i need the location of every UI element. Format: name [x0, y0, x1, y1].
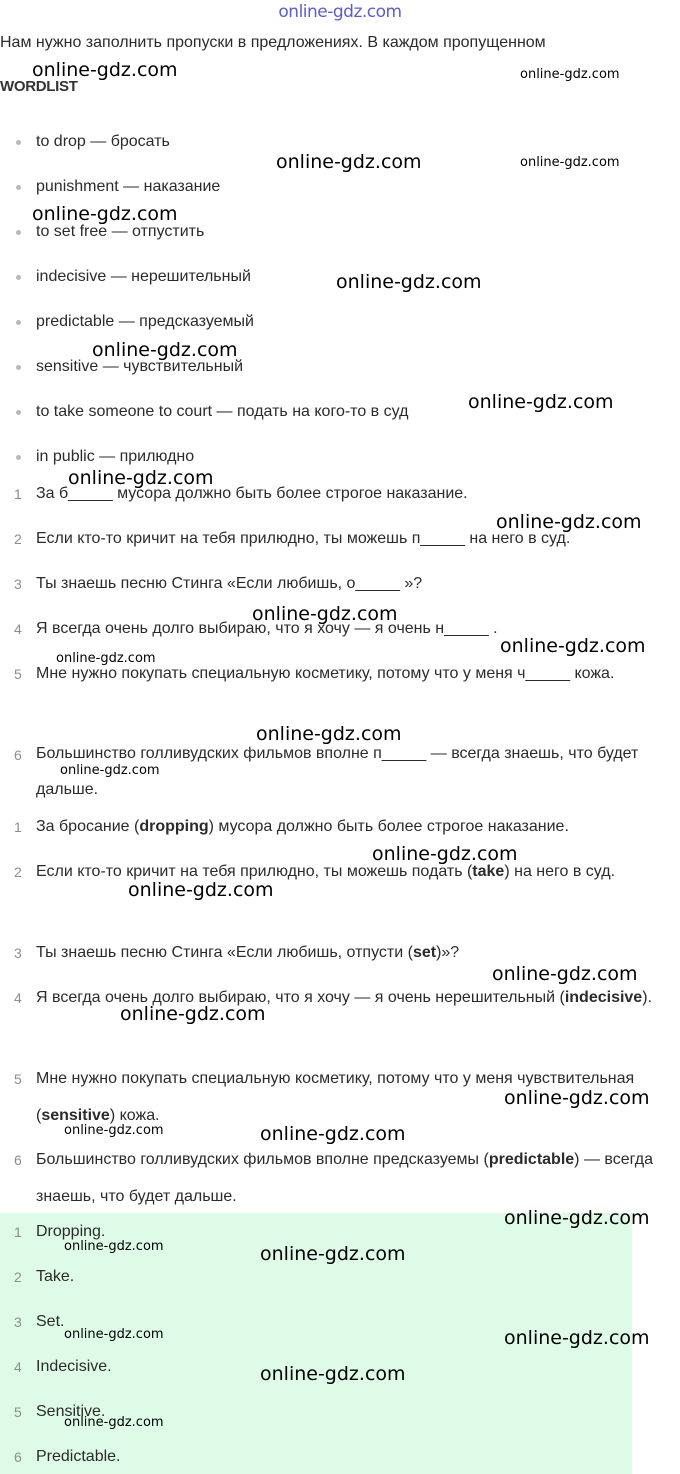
- wordlist-item-text: in public — прилюдно: [36, 448, 195, 465]
- bullet-icon: [16, 365, 21, 370]
- task-text: Если кто-то кричит на тебя прилюдно, ты можешь п_____ на него в суд.: [36, 530, 571, 547]
- item-number: 1: [14, 486, 22, 502]
- solution-text-part: ) мусора должно быть более строгое наказание.: [208, 818, 569, 835]
- solution-text-part: ) — всегда знаешь, что будет дальше.: [36, 1151, 653, 1205]
- watermark: online-gdz.com: [260, 1123, 406, 1145]
- item-number: 4: [14, 621, 22, 637]
- watermark: online-gdz.com: [336, 271, 482, 293]
- solution-text-part: Ты знаешь песню Стинга «Если любишь, отпусти (: [36, 944, 413, 961]
- site-header[interactable]: online-gdz.com: [278, 2, 402, 22]
- wordlist-item: [0, 176, 640, 198]
- watermark: online-gdz.com: [504, 1327, 650, 1349]
- item-number: 3: [14, 576, 22, 592]
- watermark: online-gdz.com: [120, 1003, 266, 1025]
- wordlist-item: [0, 266, 640, 288]
- wordlist-title: WORDLIST: [0, 78, 78, 95]
- item-number: 3: [14, 945, 22, 961]
- wordlist-item-text: to drop — бросать: [36, 133, 170, 150]
- watermark: online-gdz.com: [64, 1327, 164, 1342]
- watermark: online-gdz.com: [64, 1415, 164, 1430]
- watermark: online-gdz.com: [492, 963, 638, 985]
- answer-word: dropping: [139, 818, 209, 835]
- bullet-icon: [16, 410, 21, 415]
- solution-text-part: )»?: [436, 944, 460, 961]
- watermark: online-gdz.com: [260, 1363, 406, 1385]
- task-text: Я всегда очень долго выбираю, что я хочу — я очень н_____ .: [36, 620, 498, 637]
- intro-text: Нам нужно заполнить пропуски в предложениях. В каждом пропущенном: [0, 34, 546, 51]
- solution-text-part: Мне нужно покупать специальную косметику, потому что у меня чувствительная (: [36, 1070, 635, 1124]
- answer-text: Set.: [36, 1313, 65, 1330]
- watermark: online-gdz.com: [496, 511, 642, 533]
- watermark: online-gdz.com: [504, 1207, 650, 1229]
- watermark: online-gdz.com: [276, 151, 422, 173]
- solution-text-part: ) кожа.: [109, 1107, 160, 1124]
- watermark: online-gdz.com: [260, 1243, 406, 1265]
- answer-text: Take.: [36, 1268, 75, 1285]
- solution-text-part: Большинство голливудских фильмов вполне предсказуемы (: [36, 1151, 489, 1168]
- item-number: 4: [14, 990, 22, 1006]
- item-number: 6: [14, 747, 22, 763]
- bullet-icon: [16, 275, 21, 280]
- watermark: online-gdz.com: [256, 723, 402, 745]
- watermark: online-gdz.com: [60, 763, 160, 778]
- watermark: online-gdz.com: [32, 203, 178, 225]
- wordlist-item: [0, 446, 640, 468]
- task-text: Ты знаешь песню Стинга «Если любишь, о_____ »?: [36, 575, 423, 592]
- item-number: 3: [14, 1314, 22, 1330]
- watermark: online-gdz.com: [128, 879, 274, 901]
- answer-word: set: [412, 944, 437, 961]
- item-number: 6: [14, 1152, 22, 1168]
- answer-text: Predictable.: [36, 1448, 121, 1465]
- watermark: online-gdz.com: [64, 1123, 164, 1138]
- task-text: За б_____ мусора должно быть более строгое наказание.: [36, 485, 468, 502]
- wordlist-item-text: sensitive — чувствительный: [36, 358, 244, 375]
- answer-word: sensitive: [41, 1107, 110, 1124]
- item-number: 4: [14, 1359, 22, 1375]
- solution-text: [36, 943, 668, 963]
- answer-text: Dropping.: [36, 1223, 106, 1240]
- answer-word: indecisive: [564, 989, 643, 1006]
- task-text: Мне нужно покупать специальную косметику, потому что у меня ч_____ кожа.: [36, 665, 615, 682]
- watermark: online-gdz.com: [252, 603, 398, 625]
- watermark: online-gdz.com: [504, 1087, 650, 1109]
- watermark: online-gdz.com: [520, 155, 620, 170]
- watermark: online-gdz.com: [92, 339, 238, 361]
- watermark: online-gdz.com: [520, 67, 620, 82]
- solution-text-part: Я всегда очень долго выбираю, что я хочу — я очень нерешительный (: [36, 989, 565, 1006]
- watermark: online-gdz.com: [500, 635, 646, 657]
- item-number: 6: [14, 1449, 22, 1465]
- bullet-icon: [16, 320, 21, 325]
- solution-text: [36, 1141, 668, 1215]
- watermark: online-gdz.com: [64, 1239, 164, 1254]
- wordlist-item-text: to set free — отпустить: [36, 223, 205, 240]
- item-number: 1: [14, 1224, 22, 1240]
- item-number: 5: [14, 1404, 22, 1420]
- wordlist-item-text: punishment — наказание: [36, 178, 221, 195]
- item-number: 5: [14, 666, 22, 682]
- wordlist-item-text: predictable — предсказуемый: [36, 313, 254, 330]
- solution-text-part: ).: [642, 989, 652, 1006]
- wordlist-item-text: indecisive — нерешительный: [36, 268, 251, 285]
- bullet-icon: [16, 455, 21, 460]
- task-text: Большинство голливудских фильмов вполне п_____ — всегда знаешь, что будет дальше.: [36, 745, 639, 798]
- answer-text: Indecisive.: [36, 1358, 112, 1375]
- solution-text: [36, 817, 668, 837]
- bullet-icon: [16, 185, 21, 190]
- answer-text: Sensitive.: [36, 1403, 106, 1420]
- watermark: online-gdz.com: [372, 843, 518, 865]
- watermark: online-gdz.com: [32, 59, 178, 81]
- watermark: online-gdz.com: [68, 467, 214, 489]
- item-number: 2: [14, 531, 22, 547]
- item-number: 1: [14, 819, 22, 835]
- wordlist-item: [0, 311, 640, 333]
- item-number: 2: [14, 864, 22, 880]
- item-number: 2: [14, 1269, 22, 1285]
- solution-text-part: ) на него в суд.: [504, 863, 616, 880]
- wordlist-item-text: to take someone to court — подать на кого-то в суд: [36, 403, 409, 420]
- item-number: 5: [14, 1071, 22, 1087]
- answer-word: take: [472, 863, 505, 880]
- wordlist-item: [0, 131, 640, 153]
- watermark: online-gdz.com: [56, 651, 156, 666]
- answer-word: predictable: [488, 1151, 575, 1168]
- bullet-icon: [16, 140, 21, 145]
- bullet-icon: [16, 230, 21, 235]
- solution-text-part: За бросание (: [36, 818, 140, 835]
- watermark: online-gdz.com: [468, 391, 614, 413]
- solution-text-part: Если кто-то кричит на тебя прилюдно, ты можешь подать (: [36, 863, 473, 880]
